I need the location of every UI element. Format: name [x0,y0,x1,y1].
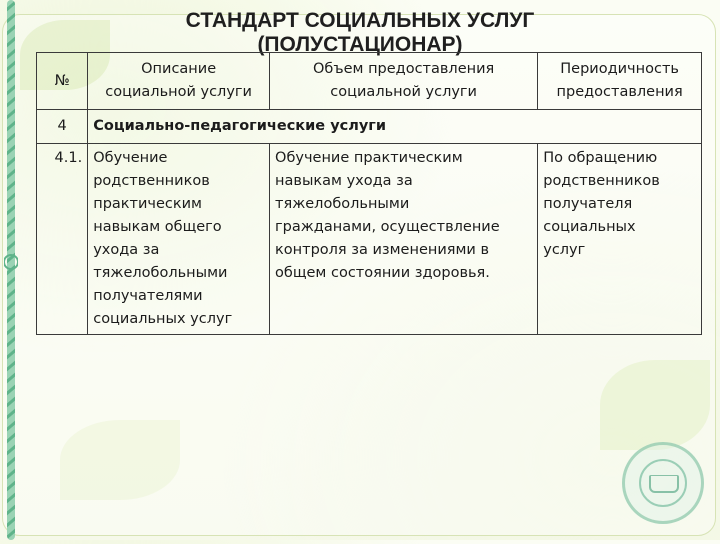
title-line-2: (ПОЛУСТАЦИОНАР) [257,33,463,56]
per-line: услуг [543,242,586,258]
desc-line: получателями [93,288,203,304]
decorative-rope [4,0,18,540]
header-desc-line-1: Описание [141,61,217,77]
per-line: родственников [543,173,660,189]
decorative-leaf [600,360,710,450]
per-line: получателя [543,196,633,212]
desc-line: Обучение [93,150,168,166]
header-num-label: № [54,72,70,89]
desc-line: социальных услуг [93,311,233,327]
vol-line: общем состоянии здоровья. [275,265,490,281]
desc-line: практическим [93,196,202,212]
row-num: 4.1. [37,144,88,335]
header-desc-line-2: социальной услуги [105,84,252,100]
vol-line: гражданами, осуществление [275,219,500,235]
per-line: По обращению [543,150,658,166]
desc-line: тяжелобольными [93,265,228,281]
vol-line: навыкам ухода за [275,173,413,189]
services-table [36,52,702,335]
vol-line: тяжелобольными [275,196,410,212]
row-description [88,144,270,335]
title-line-1: СТАНДАРТ СОЦИАЛЬНЫХ УСЛУГ [185,9,535,32]
header-per-line-2: предоставления [556,84,683,100]
row-periodicity [538,144,702,335]
vol-line: контроля за изменениями в [275,242,490,258]
per-line: социальных [543,219,636,235]
section-title: Социально-педагогические услуги [88,110,702,144]
header-num [37,53,88,110]
decorative-leaf [60,420,180,500]
header-periodicity [538,53,702,110]
header-vol-line-1: Объем предоставления [313,61,495,77]
rope-icon [4,0,18,540]
header-per-line-1: Периодичность [560,61,679,77]
book-icon [649,475,679,493]
table-row [37,144,702,335]
row-volume [270,144,538,335]
desc-line: ухода за [93,242,160,258]
section-num: 4 [37,110,88,144]
desc-line: навыкам общего [93,219,222,235]
organization-emblem-icon [622,442,704,524]
desc-line: родственников [93,173,210,189]
vol-line: Обучение практическим [275,150,463,166]
table-header-row [37,53,702,110]
header-vol-line-2: социальной услуги [330,84,477,100]
section-row [37,110,702,144]
header-volume [270,53,538,110]
header-desc [88,53,270,110]
